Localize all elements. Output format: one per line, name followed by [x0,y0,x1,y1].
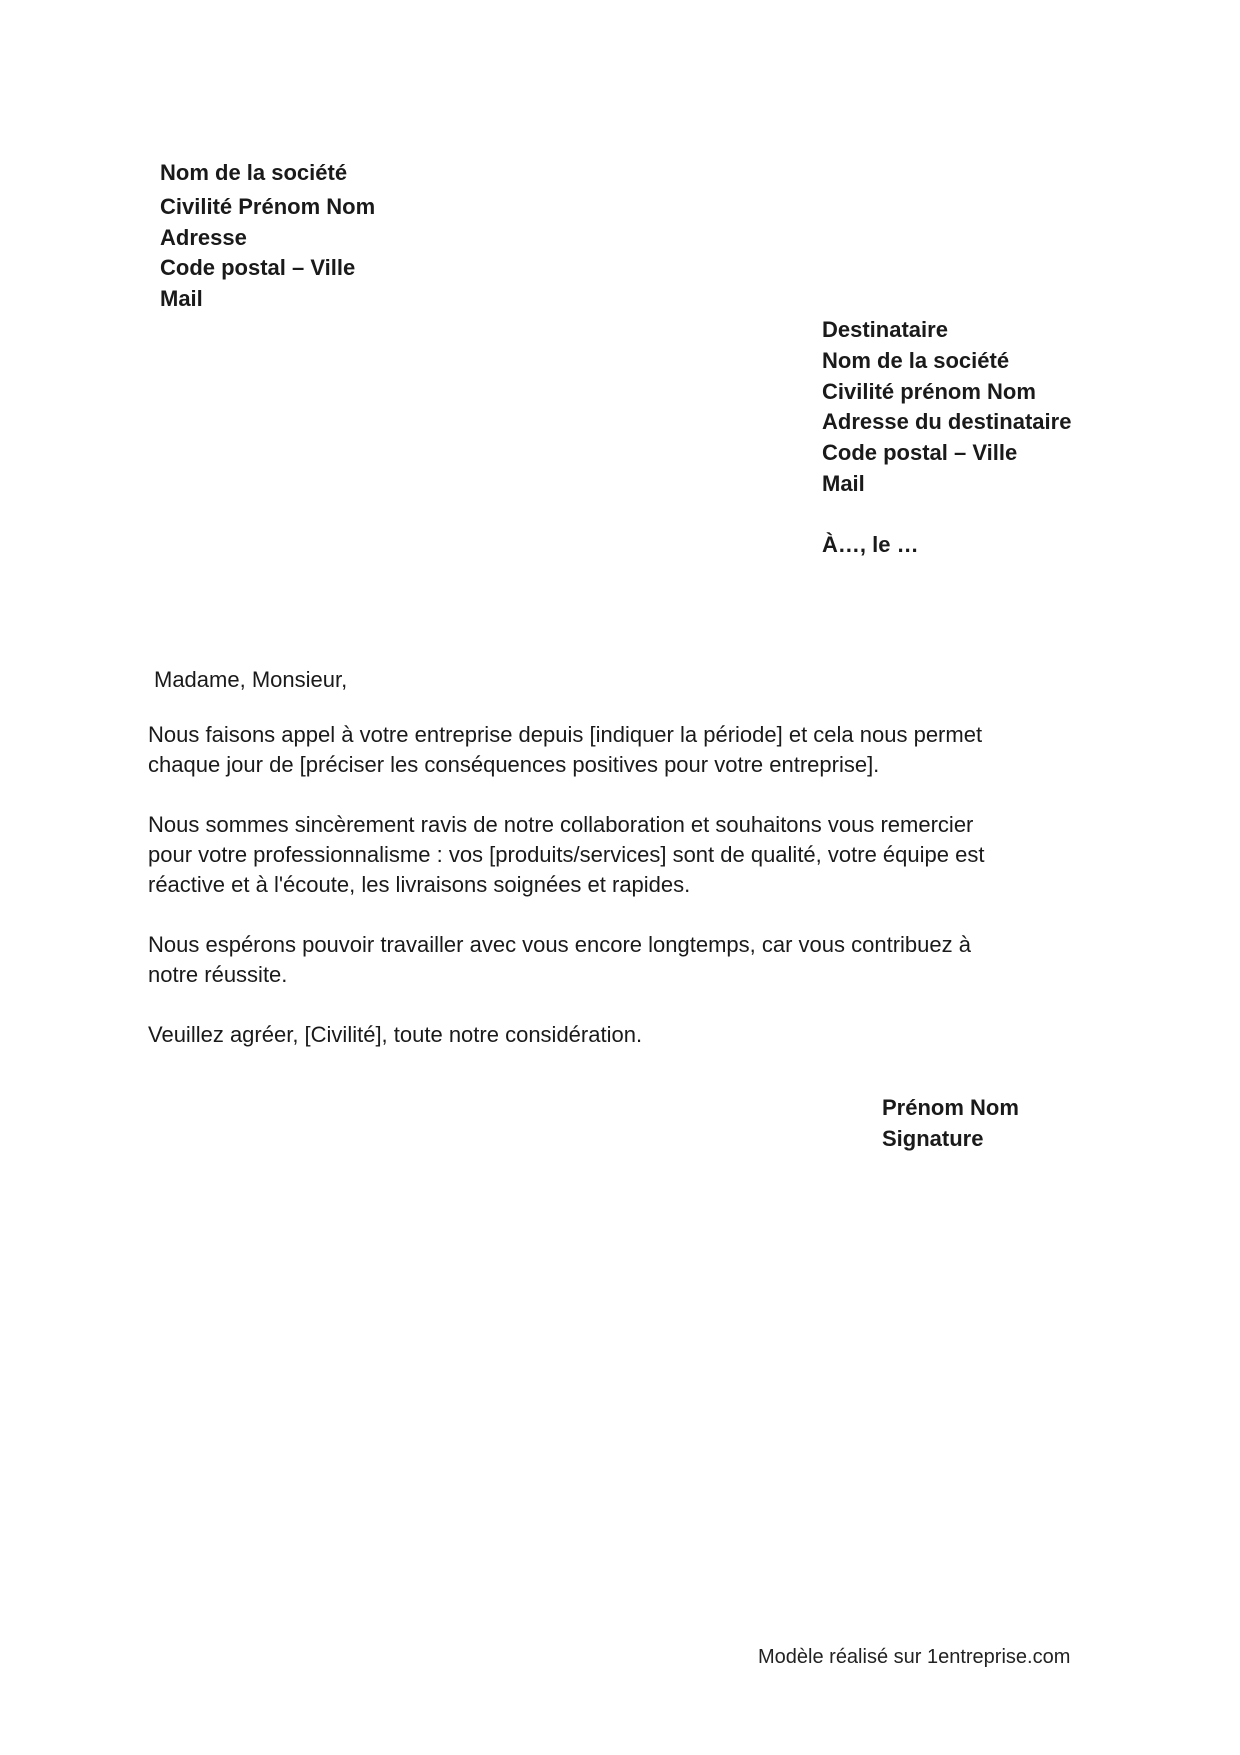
paragraph-line: notre réussite. [148,962,288,987]
recipient-address: Adresse du destinataire [822,409,1072,435]
signature-name: Prénom Nom [882,1095,1019,1120]
body-paragraph [148,810,1098,900]
body-paragraph [148,930,1098,990]
paragraph-line: pour votre professionnalisme : vos [produits/services] sont de qualité, votre équipe est [148,842,985,867]
paragraph-line: réactive et à l'écoute, les livraisons soignées et rapides. [148,872,691,897]
signature-block [882,1092,1019,1154]
paragraph-line: chaque jour de [préciser les conséquences positives pour votre entreprise]. [148,752,880,777]
recipient-name: Civilité prénom Nom [822,378,1036,404]
sender-company: Nom de la société [160,160,348,185]
sender-city: Code postal – Ville [160,255,356,280]
place-date: À…, le … [822,531,919,557]
sender-block [160,158,375,314]
salutation: Madame, Monsieur, [154,667,348,692]
recipient-city: Code postal – Ville [822,440,1018,466]
recipient-block [822,315,1071,561]
sender-name: Civilité Prénom Nom [160,194,376,219]
paragraph-line: Veuillez agréer, [Civilité], toute notre considération. [148,1022,643,1047]
recipient-label: Destinataire [822,317,948,342]
sender-mail: Mail [160,285,203,311]
recipient-company: Nom de la société [822,347,1010,373]
paragraph-line: Nous espérons pouvoir travailler avec vous encore longtemps, car vous contribuez à [148,932,971,957]
signature-label: Signature [882,1126,984,1151]
paragraph-line: Nous faisons appel à votre entreprise depuis [indiquer la période] et cela nous permet [148,722,983,747]
closing-paragraph [148,1020,1098,1050]
paragraph-line: Nous sommes sincèrement ravis de notre collaboration et souhaitons vous remercier [148,812,974,837]
sender-address: Adresse [160,224,247,250]
recipient-mail: Mail [822,470,865,496]
body-paragraph [148,720,1098,780]
footer-credit: Modèle réalisé sur 1entreprise.com [758,1646,1071,1668]
